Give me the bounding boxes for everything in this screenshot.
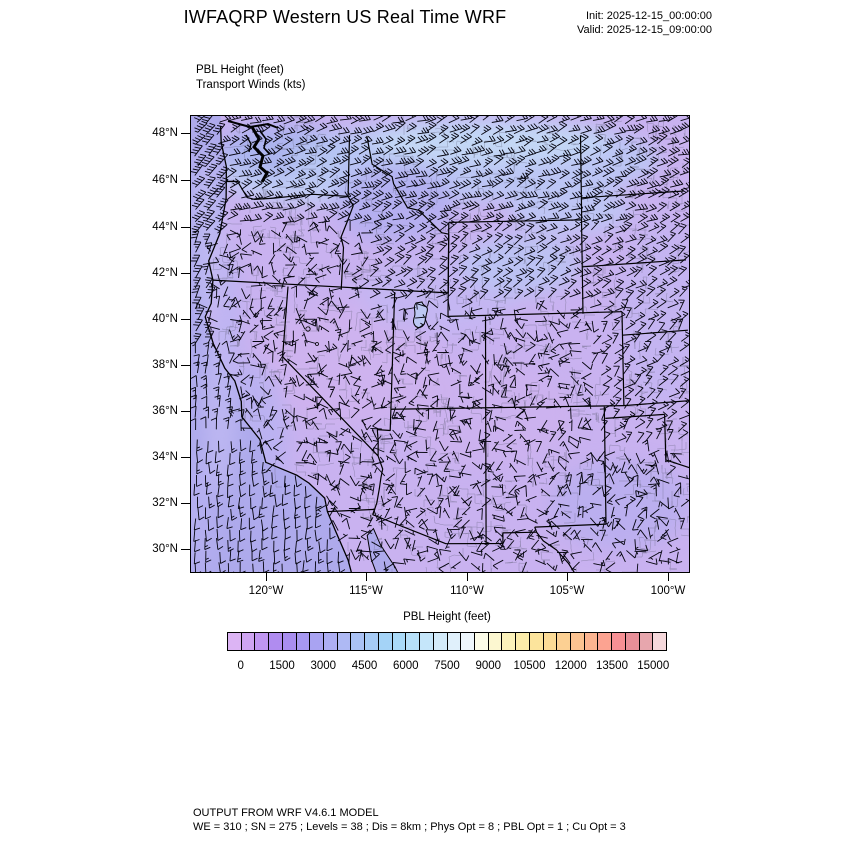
colorbar-cell (447, 633, 461, 650)
colorbar-cell (543, 633, 557, 650)
lon-tick-label: 110°W (450, 585, 484, 597)
colorbar-cell (584, 633, 598, 650)
colorbar-cell (350, 633, 364, 650)
colorbar-tick-value: 3000 (310, 660, 337, 672)
colorbar-tick-value: 0 (237, 660, 244, 672)
colorbar-cell (597, 633, 611, 650)
lat-tick-mark (181, 319, 190, 320)
colorbar-cell (378, 633, 392, 650)
lon-tick-label: 105°W (549, 585, 585, 597)
colorbar-cell (652, 633, 666, 650)
colorbar-tick-value: 9000 (475, 660, 502, 672)
colorbar-cell (296, 633, 310, 650)
colorbar-cell (515, 633, 529, 650)
colorbar-cell (364, 633, 378, 650)
colorbar-tick-value: 6000 (392, 660, 419, 672)
lat-tick-label: 34°N (152, 451, 178, 463)
colorbar-cell (556, 633, 570, 650)
init-time: Init: 2025-12-15_00:00:00 (586, 10, 712, 22)
colorbar-cell (433, 633, 447, 650)
lon-tick-label: 100°W (650, 585, 686, 597)
run-times (480, 9, 712, 37)
map-plot (190, 115, 690, 573)
colorbar-cell (268, 633, 282, 650)
colorbar-cell (474, 633, 488, 650)
colorbar-cell (254, 633, 268, 650)
lat-tick-mark (181, 365, 190, 366)
colorbar-tick-value: 15000 (637, 660, 670, 672)
colorbar-cell (323, 633, 337, 650)
lat-tick-label: 32°N (152, 497, 178, 509)
colorbar-cell (488, 633, 502, 650)
lat-tick-label: 48°N (152, 127, 178, 139)
lat-tick-label: 40°N (152, 313, 178, 325)
lat-tick-mark (181, 273, 190, 274)
colorbar-cell (625, 633, 639, 650)
shaded-field-label: PBL Height (feet) (196, 64, 284, 76)
lat-tick-mark (181, 549, 190, 550)
lat-tick-mark (181, 133, 190, 134)
field-labels (196, 63, 305, 92)
lat-tick-label: 42°N (152, 267, 178, 279)
colorbar-cell (611, 633, 625, 650)
footer-line2: WE = 310 ; SN = 275 ; Levels = 38 ; Dis = 8km ; Phys Opt = 8 ; PBL Opt = 1 ; Cu Opt = 3 (193, 820, 626, 833)
lat-tick-mark (181, 503, 190, 504)
lon-tick-mark (366, 573, 367, 581)
lat-tick-label: 44°N (152, 221, 178, 233)
colorbar-cell (228, 633, 241, 650)
colorbar-title: PBL Height (feet) (403, 611, 491, 623)
colorbar-tick-value: 13500 (596, 660, 628, 672)
lat-tick-label: 38°N (152, 359, 178, 371)
colorbar-cell (241, 633, 255, 650)
colorbar-tick-value: 10500 (513, 660, 546, 672)
colorbar (227, 632, 667, 651)
lat-tick-mark (181, 411, 190, 412)
lat-tick-mark (181, 227, 190, 228)
lon-tick-mark (567, 573, 568, 581)
page-title: IWFAQRP Western US Real Time WRF (183, 7, 507, 27)
lat-tick-mark (181, 180, 190, 181)
lon-tick-mark (467, 573, 468, 581)
lon-tick-label: 120°W (248, 585, 284, 597)
colorbar-tick-value: 1500 (269, 660, 295, 672)
colorbar-tick-value: 7500 (434, 660, 460, 672)
colorbar-cell (570, 633, 584, 650)
colorbar-cell (501, 633, 515, 650)
colorbar-cell (639, 633, 653, 650)
colorbar-tick-value: 4500 (351, 660, 378, 672)
colorbar-tick-value: 12000 (554, 660, 587, 672)
lat-tick-label: 30°N (152, 543, 178, 555)
valid-time: Valid: 2025-12-15_09:00:00 (577, 24, 712, 36)
lat-tick-mark (181, 457, 190, 458)
lon-tick-mark (668, 573, 669, 581)
lon-tick-label: 115°W (349, 585, 383, 597)
wrf-map-canvas (190, 115, 690, 573)
colorbar-cell (419, 633, 433, 650)
colorbar-cell (405, 633, 419, 650)
lat-tick-label: 46°N (152, 174, 178, 186)
footer-line1: OUTPUT FROM WRF V4.6.1 MODEL (193, 807, 379, 819)
colorbar-cell (337, 633, 351, 650)
vector-field-label: Transport Winds (kts) (196, 78, 306, 91)
model-footer (193, 807, 626, 834)
colorbar-cell (392, 633, 406, 650)
lat-tick-label: 36°N (152, 405, 178, 417)
colorbar-cell (460, 633, 474, 650)
colorbar-cell (309, 633, 323, 650)
colorbar-cell (282, 633, 296, 650)
colorbar-cell (529, 633, 543, 650)
lon-tick-mark (266, 573, 267, 581)
